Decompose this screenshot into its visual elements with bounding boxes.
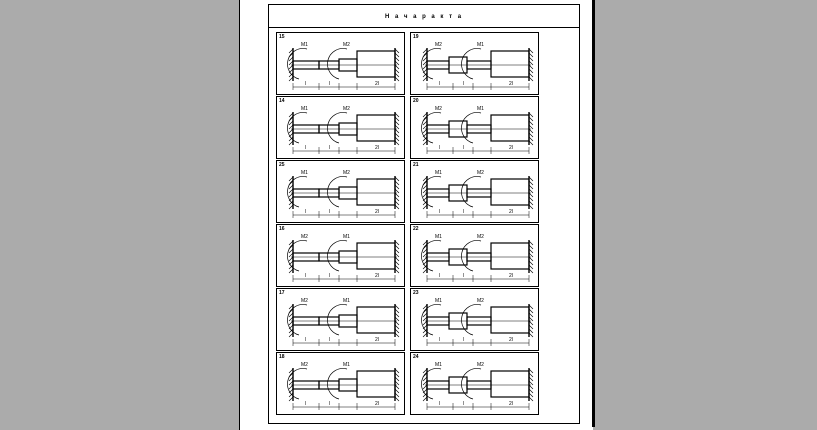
diagram-label: 2l (375, 337, 379, 343)
diagram-label: l (439, 401, 441, 407)
diagram-label: M1 (435, 362, 442, 368)
diagram-label: 2l (509, 273, 513, 279)
diagram-label: M1 (435, 170, 442, 176)
moment-arc (461, 304, 481, 335)
diagram-label: M2 (343, 170, 350, 176)
shaft-segment (491, 179, 529, 205)
shaft-diagram (277, 225, 406, 288)
moment-arc (327, 48, 347, 79)
diagram-label: 2l (509, 401, 513, 407)
shaft-segment (357, 371, 395, 397)
shaft-segment (491, 307, 529, 333)
page-frame (268, 4, 580, 424)
variant-cell (276, 352, 405, 415)
diagram-label: l (305, 337, 307, 343)
shaft-segment (357, 115, 395, 141)
variant-cell (410, 288, 539, 351)
diagram-label: l (305, 209, 307, 215)
shaft-diagram (411, 353, 540, 416)
shaft-diagram (277, 33, 406, 96)
variant-cell (276, 288, 405, 351)
diagram-label: l (329, 209, 331, 215)
diagram-label: M1 (301, 106, 308, 112)
diagram-label: 2l (375, 401, 379, 407)
diagram-label: M2 (343, 42, 350, 48)
variant-number: 17 (279, 290, 285, 296)
diagram-label: M1 (477, 42, 484, 48)
diagram-label: M1 (343, 362, 350, 368)
variant-number: 19 (413, 34, 419, 40)
variant-number: 24 (413, 354, 419, 360)
variant-number: 15 (279, 34, 285, 40)
diagram-label: M2 (301, 362, 308, 368)
moment-arc (461, 112, 481, 143)
diagram-label: 2l (509, 145, 513, 151)
shaft-segment (357, 307, 395, 333)
variant-cell (276, 160, 405, 223)
moment-arc (327, 240, 347, 271)
diagram-label: M2 (343, 106, 350, 112)
diagram-label: l (305, 145, 307, 151)
shaft-segment (491, 51, 529, 77)
diagram-label: l (463, 337, 465, 343)
diagram-label: 2l (375, 81, 379, 87)
diagram-label: M2 (435, 42, 442, 48)
shaft-diagram (277, 289, 406, 352)
shaft-diagram (277, 353, 406, 416)
page-title: Н а ч а р а к т а (269, 5, 579, 28)
diagram-label: l (463, 81, 465, 87)
moment-arc (327, 112, 347, 143)
diagram-label: l (329, 337, 331, 343)
moment-arc (327, 176, 347, 207)
diagram-label: M1 (343, 234, 350, 240)
page-edge (592, 0, 595, 427)
shaft-segment (357, 243, 395, 269)
diagram-label: l (463, 401, 465, 407)
moment-arc (327, 368, 347, 399)
document-page (239, 0, 593, 430)
diagram-label: M2 (477, 362, 484, 368)
moment-arc (461, 240, 481, 271)
shaft-diagram (277, 97, 406, 160)
diagram-label: M2 (477, 298, 484, 304)
diagram-label: l (305, 81, 307, 87)
diagram-label: M2 (301, 298, 308, 304)
variant-cell (276, 224, 405, 287)
shaft-segment (357, 179, 395, 205)
diagram-label: 2l (509, 337, 513, 343)
diagram-label: l (439, 145, 441, 151)
variant-cell (276, 32, 405, 95)
diagram-label: l (439, 273, 441, 279)
variant-number: 21 (413, 162, 419, 168)
variant-number: 18 (279, 354, 285, 360)
variant-cell (410, 224, 539, 287)
diagram-label: l (329, 145, 331, 151)
shaft-diagram (411, 161, 540, 224)
diagram-label: 2l (509, 209, 513, 215)
shaft-diagram (411, 97, 540, 160)
diagram-label: l (305, 401, 307, 407)
diagram-label: M2 (477, 170, 484, 176)
shaft-diagram (411, 225, 540, 288)
moment-arc (327, 304, 347, 335)
variant-number: 23 (413, 290, 419, 296)
variant-cell (410, 160, 539, 223)
diagram-label: l (463, 273, 465, 279)
diagram-label: M1 (435, 298, 442, 304)
shaft-segment (491, 371, 529, 397)
diagram-label: M2 (301, 234, 308, 240)
diagram-label: l (463, 209, 465, 215)
shaft-diagram (277, 161, 406, 224)
shaft-segment (491, 243, 529, 269)
shaft-diagram (411, 289, 540, 352)
shaft-diagram (411, 33, 540, 96)
diagram-label: l (439, 337, 441, 343)
diagram-label: 2l (509, 81, 513, 87)
variant-cell (276, 96, 405, 159)
diagram-label: 2l (375, 145, 379, 151)
diagram-label: l (329, 401, 331, 407)
variant-number: 16 (279, 226, 285, 232)
diagram-label: l (439, 209, 441, 215)
variant-number: 22 (413, 226, 419, 232)
moment-arc (461, 48, 481, 79)
variant-cell (410, 96, 539, 159)
diagram-label: l (329, 81, 331, 87)
shaft-segment (491, 115, 529, 141)
shaft-segment (357, 51, 395, 77)
diagram-label: 2l (375, 209, 379, 215)
variant-number: 20 (413, 98, 419, 104)
moment-arc (461, 176, 481, 207)
diagram-label: 2l (375, 273, 379, 279)
diagram-label: l (329, 273, 331, 279)
moment-arc (461, 368, 481, 399)
diagram-label: l (305, 273, 307, 279)
diagram-label: l (463, 145, 465, 151)
diagram-label: M2 (435, 106, 442, 112)
diagram-label: M2 (477, 234, 484, 240)
diagram-label: M1 (435, 234, 442, 240)
diagram-label: M1 (301, 42, 308, 48)
variant-number: 25 (279, 162, 285, 168)
variant-number: 14 (279, 98, 285, 104)
diagram-label: M1 (301, 170, 308, 176)
variant-cell (410, 352, 539, 415)
diagram-label: M1 (343, 298, 350, 304)
diagram-label: l (439, 81, 441, 87)
variant-cell (410, 32, 539, 95)
diagram-label: M1 (477, 106, 484, 112)
